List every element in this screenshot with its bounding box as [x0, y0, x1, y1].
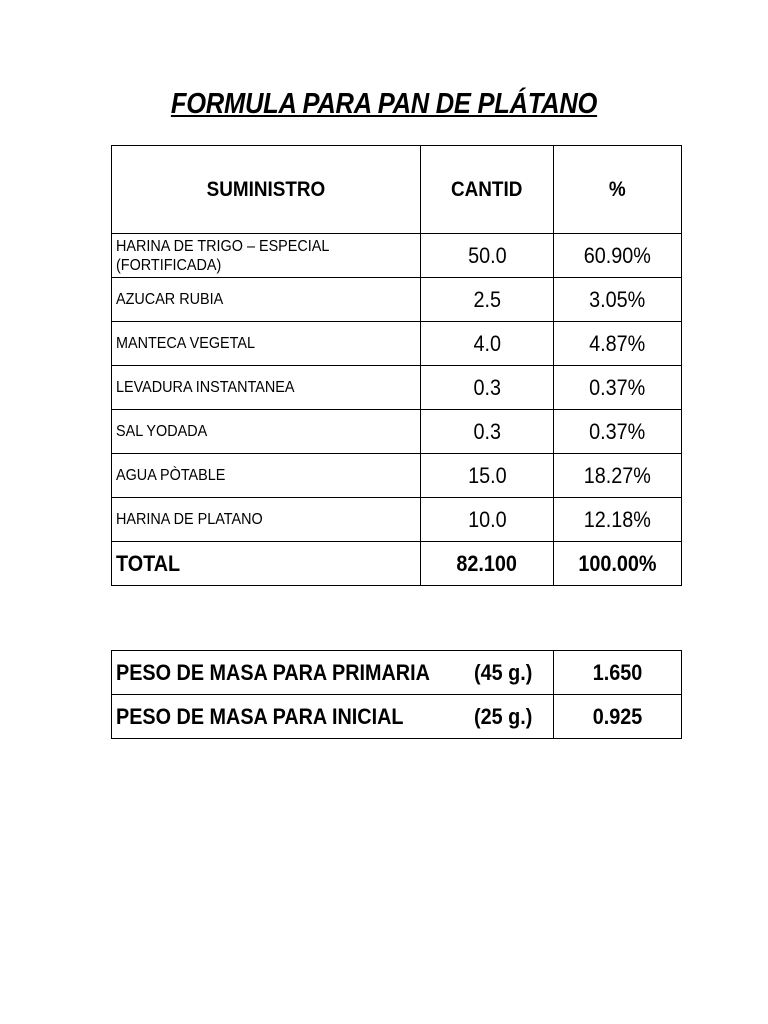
total-pct: 100.00% — [554, 542, 682, 586]
ingredient-name: LEVADURA INSTANTANEA — [112, 366, 421, 410]
ingredient-pct: 3.05% — [554, 278, 682, 322]
ingredient-name: SAL YODADA — [112, 410, 421, 454]
total-label: TOTAL — [112, 542, 421, 586]
table-row — [112, 322, 682, 366]
ingredient-name: HARINA DE TRIGO – ESPECIAL (FORTIFICADA) — [112, 234, 421, 278]
ingredient-qty: 0.3 — [421, 410, 554, 454]
peso-label: PESO DE MASA PARA PRIMARIA (45 g.) — [112, 651, 554, 695]
ingredient-name: HARINA DE PLATANO — [112, 498, 421, 542]
ingredient-pct: 0.37% — [554, 366, 682, 410]
ingredient-pct: 18.27% — [554, 454, 682, 498]
table-header-row — [112, 146, 682, 234]
dough-weight-table — [111, 650, 682, 739]
ingredient-qty: 4.0 — [421, 322, 554, 366]
table-row — [112, 454, 682, 498]
table-row — [112, 278, 682, 322]
ingredient-pct: 0.37% — [554, 410, 682, 454]
peso-label: PESO DE MASA PARA INICIAL (25 g.) — [112, 695, 554, 739]
total-qty: 82.100 — [421, 542, 554, 586]
ingredient-pct: 60.90% — [554, 234, 682, 278]
table-row — [112, 695, 682, 739]
table-row — [112, 366, 682, 410]
ingredient-name: AZUCAR RUBIA — [112, 278, 421, 322]
total-row — [112, 542, 682, 586]
table-row — [112, 234, 682, 278]
ingredient-qty: 0.3 — [421, 366, 554, 410]
ingredient-qty: 10.0 — [421, 498, 554, 542]
ingredient-qty: 15.0 — [421, 454, 554, 498]
ingredients-table — [111, 145, 682, 586]
peso-value: 0.925 — [554, 695, 682, 739]
table-row — [112, 498, 682, 542]
ingredient-name: MANTECA VEGETAL — [112, 322, 421, 366]
peso-weight: (45 g.) — [474, 659, 533, 685]
ingredient-qty: 50.0 — [421, 234, 554, 278]
ingredient-pct: 12.18% — [554, 498, 682, 542]
ingredient-qty: 2.5 — [421, 278, 554, 322]
header-suministro: SUMINISTRO — [112, 146, 421, 234]
header-cantid: CANTID — [421, 146, 554, 234]
peso-value: 1.650 — [554, 651, 682, 695]
ingredient-name: AGUA PÒTABLE — [112, 454, 421, 498]
table-row — [112, 651, 682, 695]
ingredient-pct: 4.87% — [554, 322, 682, 366]
page-title: FORMULA PARA PAN DE PLÁTANO — [170, 88, 598, 120]
table-row — [112, 410, 682, 454]
peso-weight: (25 g.) — [474, 703, 533, 729]
header-percent: % — [554, 146, 682, 234]
